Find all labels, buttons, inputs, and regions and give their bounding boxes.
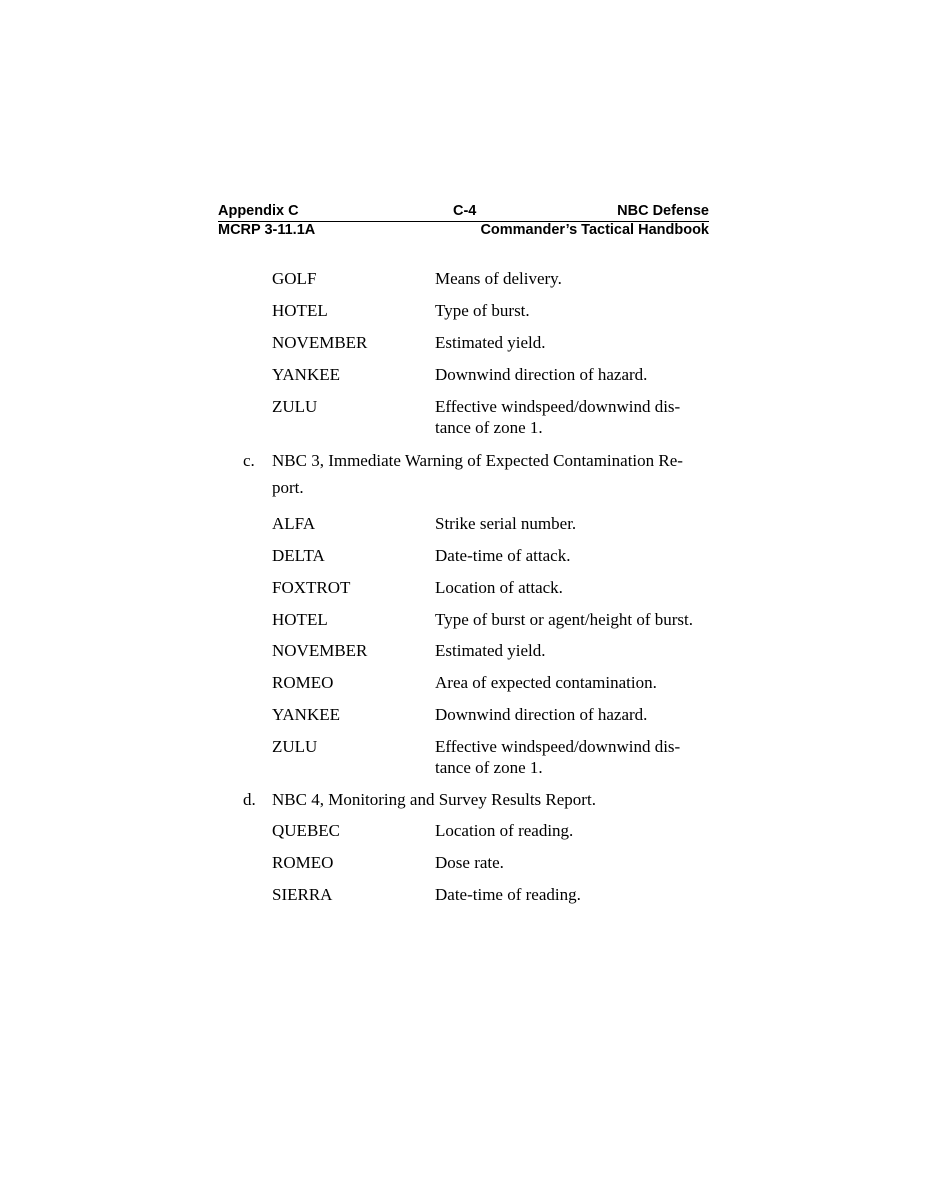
section-title-line: NBC 4, Monitoring and Survey Results Report. <box>272 790 596 809</box>
page-header <box>218 203 709 240</box>
item-definition: Location of attack. <box>435 578 563 597</box>
item-definition: Date-time of attack. <box>435 546 571 565</box>
item-definition: Location of reading. <box>435 821 574 840</box>
item-definition: Means of delivery. <box>435 269 562 288</box>
item-term: ROMEO <box>272 673 334 692</box>
header-page-number: C-4 <box>453 203 477 219</box>
item-term: DELTA <box>272 546 325 565</box>
item-definition: Type of burst or agent/height of burst. <box>435 610 694 629</box>
section-letter: c. <box>243 451 255 470</box>
item-term: YANKEE <box>272 705 340 724</box>
header-row-2 <box>218 222 709 240</box>
item-definition: Area of expected contamination. <box>435 673 657 692</box>
definition-line: Effective windspeed/downwind dis- <box>435 737 681 756</box>
item-term: YANKEE <box>272 365 340 384</box>
section-title-line: port. <box>272 478 304 497</box>
item-term: GOLF <box>272 269 317 288</box>
item-term: NOVEMBER <box>272 333 368 352</box>
header-appendix: Appendix C <box>218 203 299 219</box>
item-term: HOTEL <box>272 610 328 629</box>
item-term: SIERRA <box>272 885 333 904</box>
item-definition: Estimated yield. <box>435 641 546 660</box>
item-definition: Strike serial number. <box>435 514 577 533</box>
header-title: Commander’s Tactical Handbook <box>480 222 709 238</box>
item-definition: Estimated yield. <box>435 333 546 352</box>
header-publication: MCRP 3-11.1A <box>218 222 316 238</box>
item-definition: Downwind direction of hazard. <box>435 365 648 384</box>
definition-line: tance of zone 1. <box>435 758 543 777</box>
item-term: ALFA <box>272 514 316 533</box>
section-title <box>272 447 712 501</box>
item-definition: Dose rate. <box>435 853 504 872</box>
item-term: ZULU <box>272 737 318 756</box>
section-letter: d. <box>243 790 256 809</box>
item-term: FOXTROT <box>272 578 351 597</box>
item-definition <box>435 736 715 778</box>
item-term: QUEBEC <box>272 821 340 840</box>
item-term: ROMEO <box>272 853 334 872</box>
definition-line: tance of zone 1. <box>435 418 543 437</box>
section-title <box>272 786 712 813</box>
item-definition: Date-time of reading. <box>435 885 581 904</box>
item-term: ZULU <box>272 397 318 416</box>
header-row-1 <box>218 203 709 222</box>
item-term: HOTEL <box>272 301 328 320</box>
section-title-line: NBC 3, Immediate Warning of Expected Contamination Re- <box>272 451 683 470</box>
item-definition <box>435 396 715 438</box>
item-term: NOVEMBER <box>272 641 368 660</box>
definition-line: Effective windspeed/downwind dis- <box>435 397 681 416</box>
item-definition: Downwind direction of hazard. <box>435 705 648 724</box>
item-definition: Type of burst. <box>435 301 530 320</box>
header-subject: NBC Defense <box>617 203 709 219</box>
